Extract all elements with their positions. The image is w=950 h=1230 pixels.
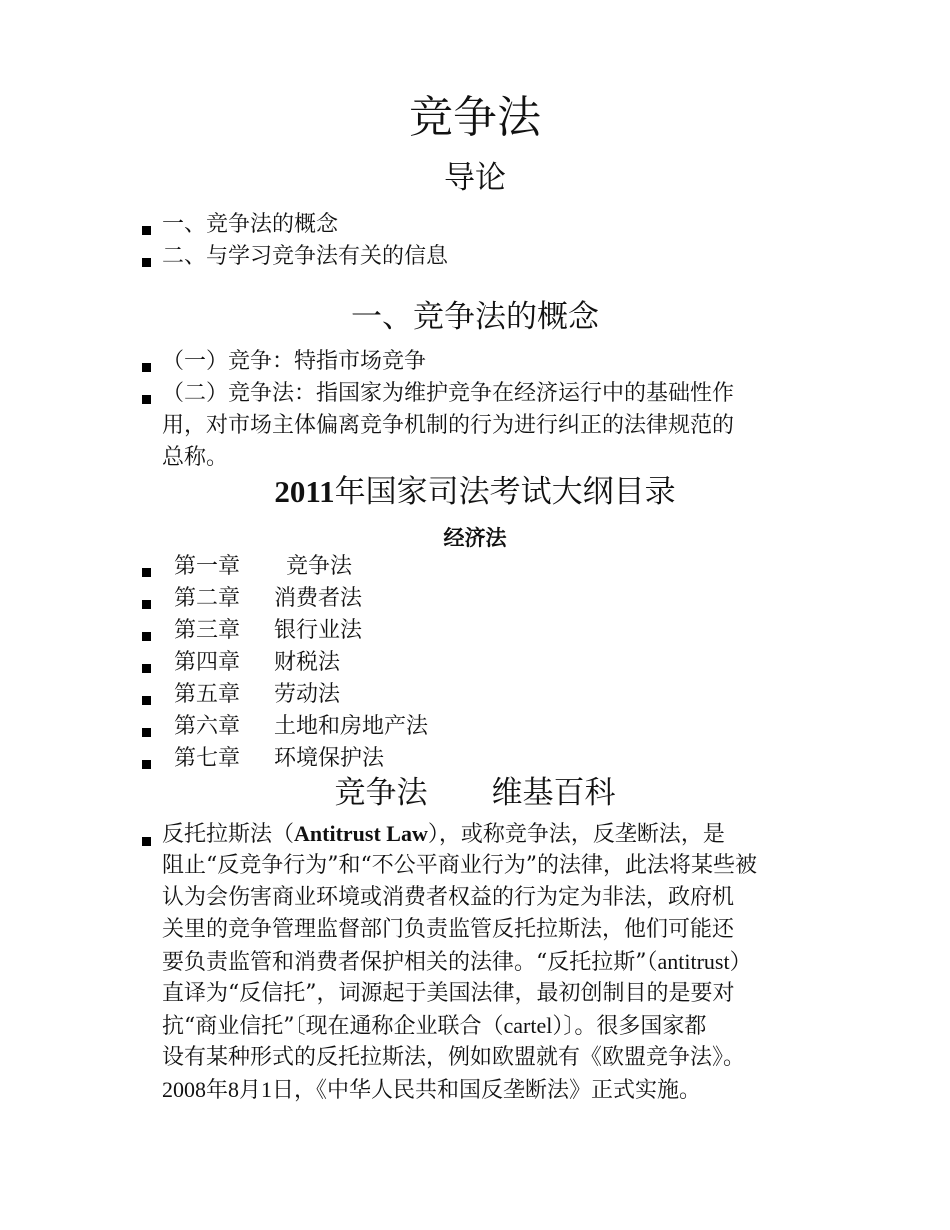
square-bullet-icon	[142, 568, 151, 577]
square-bullet-icon	[142, 760, 151, 769]
square-bullet-icon	[142, 632, 151, 641]
square-bullet-icon	[142, 728, 151, 737]
intro-heading: 导论	[444, 160, 506, 196]
square-bullet-icon	[142, 395, 151, 404]
syllabus-subheading: 经济法	[443, 526, 507, 550]
wiki-heading: 竞争法 维基百科	[334, 775, 616, 811]
square-bullet-icon	[142, 363, 151, 372]
syllabus-heading: 2011年国家司法考试大纲目录	[274, 474, 676, 510]
wiki-paragraph: 反托拉斯法（Antitrust Law），或称竞争法，反垄断法，是 阻止“反竞争行为”和“不公平商业行为”的法律，此法将某些被 认为会伤害商业环境或消费者权益的行为定为非法，政府机 关里的竞争管理监督部门负责监管反托拉斯法，他们可能还 要负责监管和消费者保护相关的法律。“反托拉斯”（antitrust） 直译为“反信托”，词源起于美国法律，最初创制目的是要对 抗“商业信托”〔现在通称企业联合（cartel）〕。很多国家都 设有某种形式的反托拉斯法，例如欧盟就有《欧盟竞争法》。 2008年8月1日，《中华人民共和国反垄断法》正式实施。	[162, 821, 757, 1103]
square-bullet-icon	[142, 258, 151, 267]
document-title: 竞争法	[409, 92, 541, 143]
document-page: 竞争法 导论 一、竞争法的概念 二、与学习竞争法有关的信息 一、竞争法的概念 （一）竞争：特指市场竞争 （二）竞争法：指国家为维护竞争在经济运行中的基础性作 用，对市场主体偏离竞争机制的行为进行纠正的法律规范的 总称。 2011年国家司法考试大纲目录 经济法 第一章 竞争法 第二章 消费者法 第三章 银行业法 第四章 财税法 第五章 劳动法 第六章 土地和房地产法 第七章 环境保护法 竞争法 维基百科 反托拉斯法（Antitrust Law），或称竞争法，反垄断法，是 阻止“反竞争行为”和“不公平商业行为”的法律，此法将某些被 认为会伤害商业环境或消费者权益的行为定为非法，政府机 关里的竞争管理监督部门负责监管反托拉斯法，他们可能还 要负责监管和消费者保护相关的法律。“反托拉斯”（antitrust） 直译为“反信托”，词源起于美国法律，最初创制目的是要对 抗“商业信托”〔现在通称企业联合（cartel）〕。很多国家都 设有某种形式的反托拉斯法，例如欧盟就有《欧盟竞争法》。 2008年8月1日，《中华人民共和国反垄断法》正式实施。	[0, 0, 950, 1230]
concept-heading: 一、竞争法的概念	[351, 299, 599, 335]
square-bullet-icon	[142, 664, 151, 673]
square-bullet-icon	[142, 837, 151, 846]
square-bullet-icon	[142, 696, 151, 705]
list-item: （二）竞争法：指国家为维护竞争在经济运行中的基础性作 用，对市场主体偏离竞争机制的行为进行纠正的法律规范的 总称。	[142, 378, 822, 474]
square-bullet-icon	[142, 600, 151, 609]
square-bullet-icon	[142, 226, 151, 235]
